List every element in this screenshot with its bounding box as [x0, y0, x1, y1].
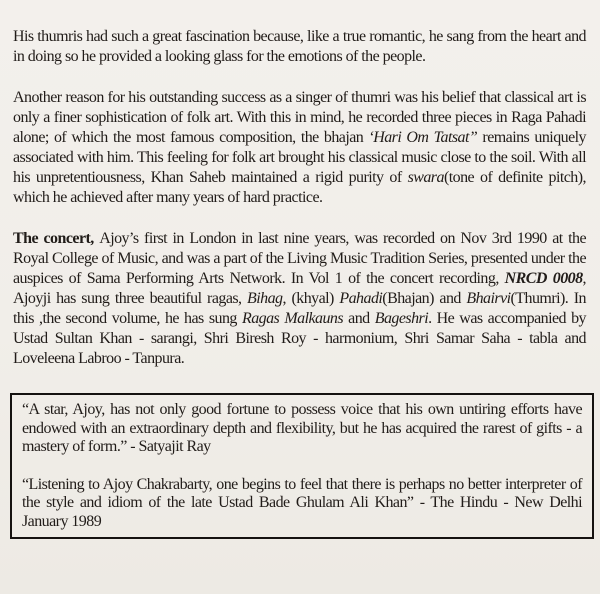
quote-satyajit-ray: “A star, Ajoy, has not only good fortune to possess voice that his own untiring efforts have endowed with an extraordinary depth and flexibility, but he has acquired the rarest of gifts - a mastery of form.” - Satyajit Ray [22, 401, 582, 455]
paragraph-thumri: His thumris had such a great fascination because, like a true romantic, he sang from the heart and in doing so he provided a looking glass for the emotions of the people. [13, 28, 586, 65]
paragraph-folk-art: Another reason for his outstanding success as a singer of thumri was his belief that classical art is only a finer sophistication of folk art. With this in mind, he recorded three pieces in Raga Pahadi alone; of which the most famous composition, the bhajan ‘Hari Om Tatsat” remains uniquely associated with him. This feeling for folk art brought his classical music close to the soil. With all his unpretentiousness, Khan Saheb maintained a rigid purity of swara(tone of definite pitch), which he achieved after many years of hard practice. [13, 89, 587, 206]
press-quote-box [10, 393, 594, 539]
quote-the-hindu: “Listening to Ajoy Chakrabarty, one begins to feel that there is perhaps no better interpreter of the style and idiom of the late Ustad Bade Ghulam Ali Khan” - The Hindu - New Delhi January 1989 [22, 475, 582, 530]
paragraph-concert: The concert, Ajoy’s first in London in last nine years, was recorded on Nov 3rd 1990 at the Royal College of Music, and was a part of the Living Music Tradition Series, presented under the auspices of Sama Performing Arts Network. In Vol 1 of the concert recording, NRCD 0008, Ajoyji has sung three beautiful ragas, Bihag, (khyal) Pahadi(Bhajan) and Bhairvi(Thumri). In this ,the second volume, he has sung Ragas Malkauns and Bageshri. He was accompanied by Ustad Sultan Khan - sarangi, Shri Biresh Roy - harmonium, Shri Samar Saha - tabla and Loveleena Labroo - Tanpura. [13, 230, 587, 367]
